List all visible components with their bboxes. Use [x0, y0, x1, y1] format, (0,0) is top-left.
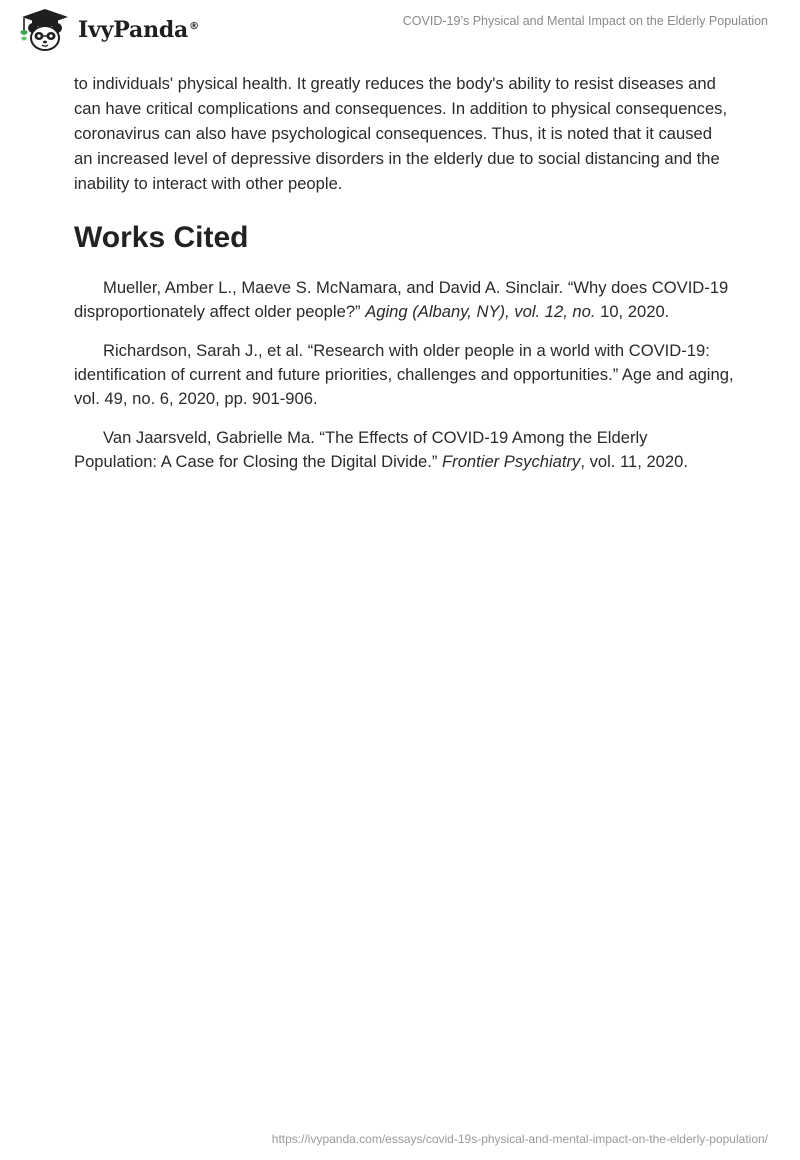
citation-text: , vol. 11, 2020.: [580, 452, 688, 471]
page-header: [0, 0, 800, 70]
body-paragraph: to individuals' physical health. It greatly reduces the body's ability to resist diseases and can have critical complications and consequences. In addition to physical consequences, coronavirus can also have psychological consequences. Thus, it is noted that it caused an increased level of depressive disorders in the elderly due to social distancing and the inability to interact with other people.: [74, 74, 728, 193]
document-title: COVID-19’s Physical and Mental Impact on the Elderly Population: [402, 14, 768, 28]
citation-text: Richardson, Sarah J., et al. “Research with older people in a world with COVID-19: identification of current and future priorities, challenges and opportunities.” Age and aging, vol. 49, no. 6, 2020, pp. 901-906.: [74, 341, 734, 408]
works-cited-heading: Works Cited: [74, 221, 249, 254]
citation-entry: [74, 426, 734, 474]
source-url[interactable]: https://ivypanda.com/essays/covid-19s-physical-and-mental-impact-on-the-elderly-population/: [271, 1132, 768, 1146]
citation-text: Van Jaarsveld, Gabrielle Ma. “The Effects of COVID-19 Among the Elderly Population: A Case for Closing the Digital Divide.”: [74, 428, 648, 471]
panda-graduate-icon: [16, 8, 74, 52]
citation-entry: [74, 276, 734, 324]
citation-text: Mueller, Amber L., Maeve S. McNamara, and David A. Sinclair. “Why does COVID-19 disproportionately affect older people?”: [74, 278, 729, 321]
citation-italic: Aging (Albany, NY), vol. 12, no.: [365, 302, 596, 321]
citation-italic: Frontier Psychiatry: [442, 452, 581, 471]
logo-wordmark: IvyPanda®: [78, 17, 199, 43]
registered-mark: ®: [189, 20, 199, 32]
citation-text: 10, 2020.: [595, 302, 670, 321]
document-body: [74, 71, 734, 489]
ivypanda-logo[interactable]: [16, 8, 199, 52]
citation-entry: [74, 339, 734, 411]
